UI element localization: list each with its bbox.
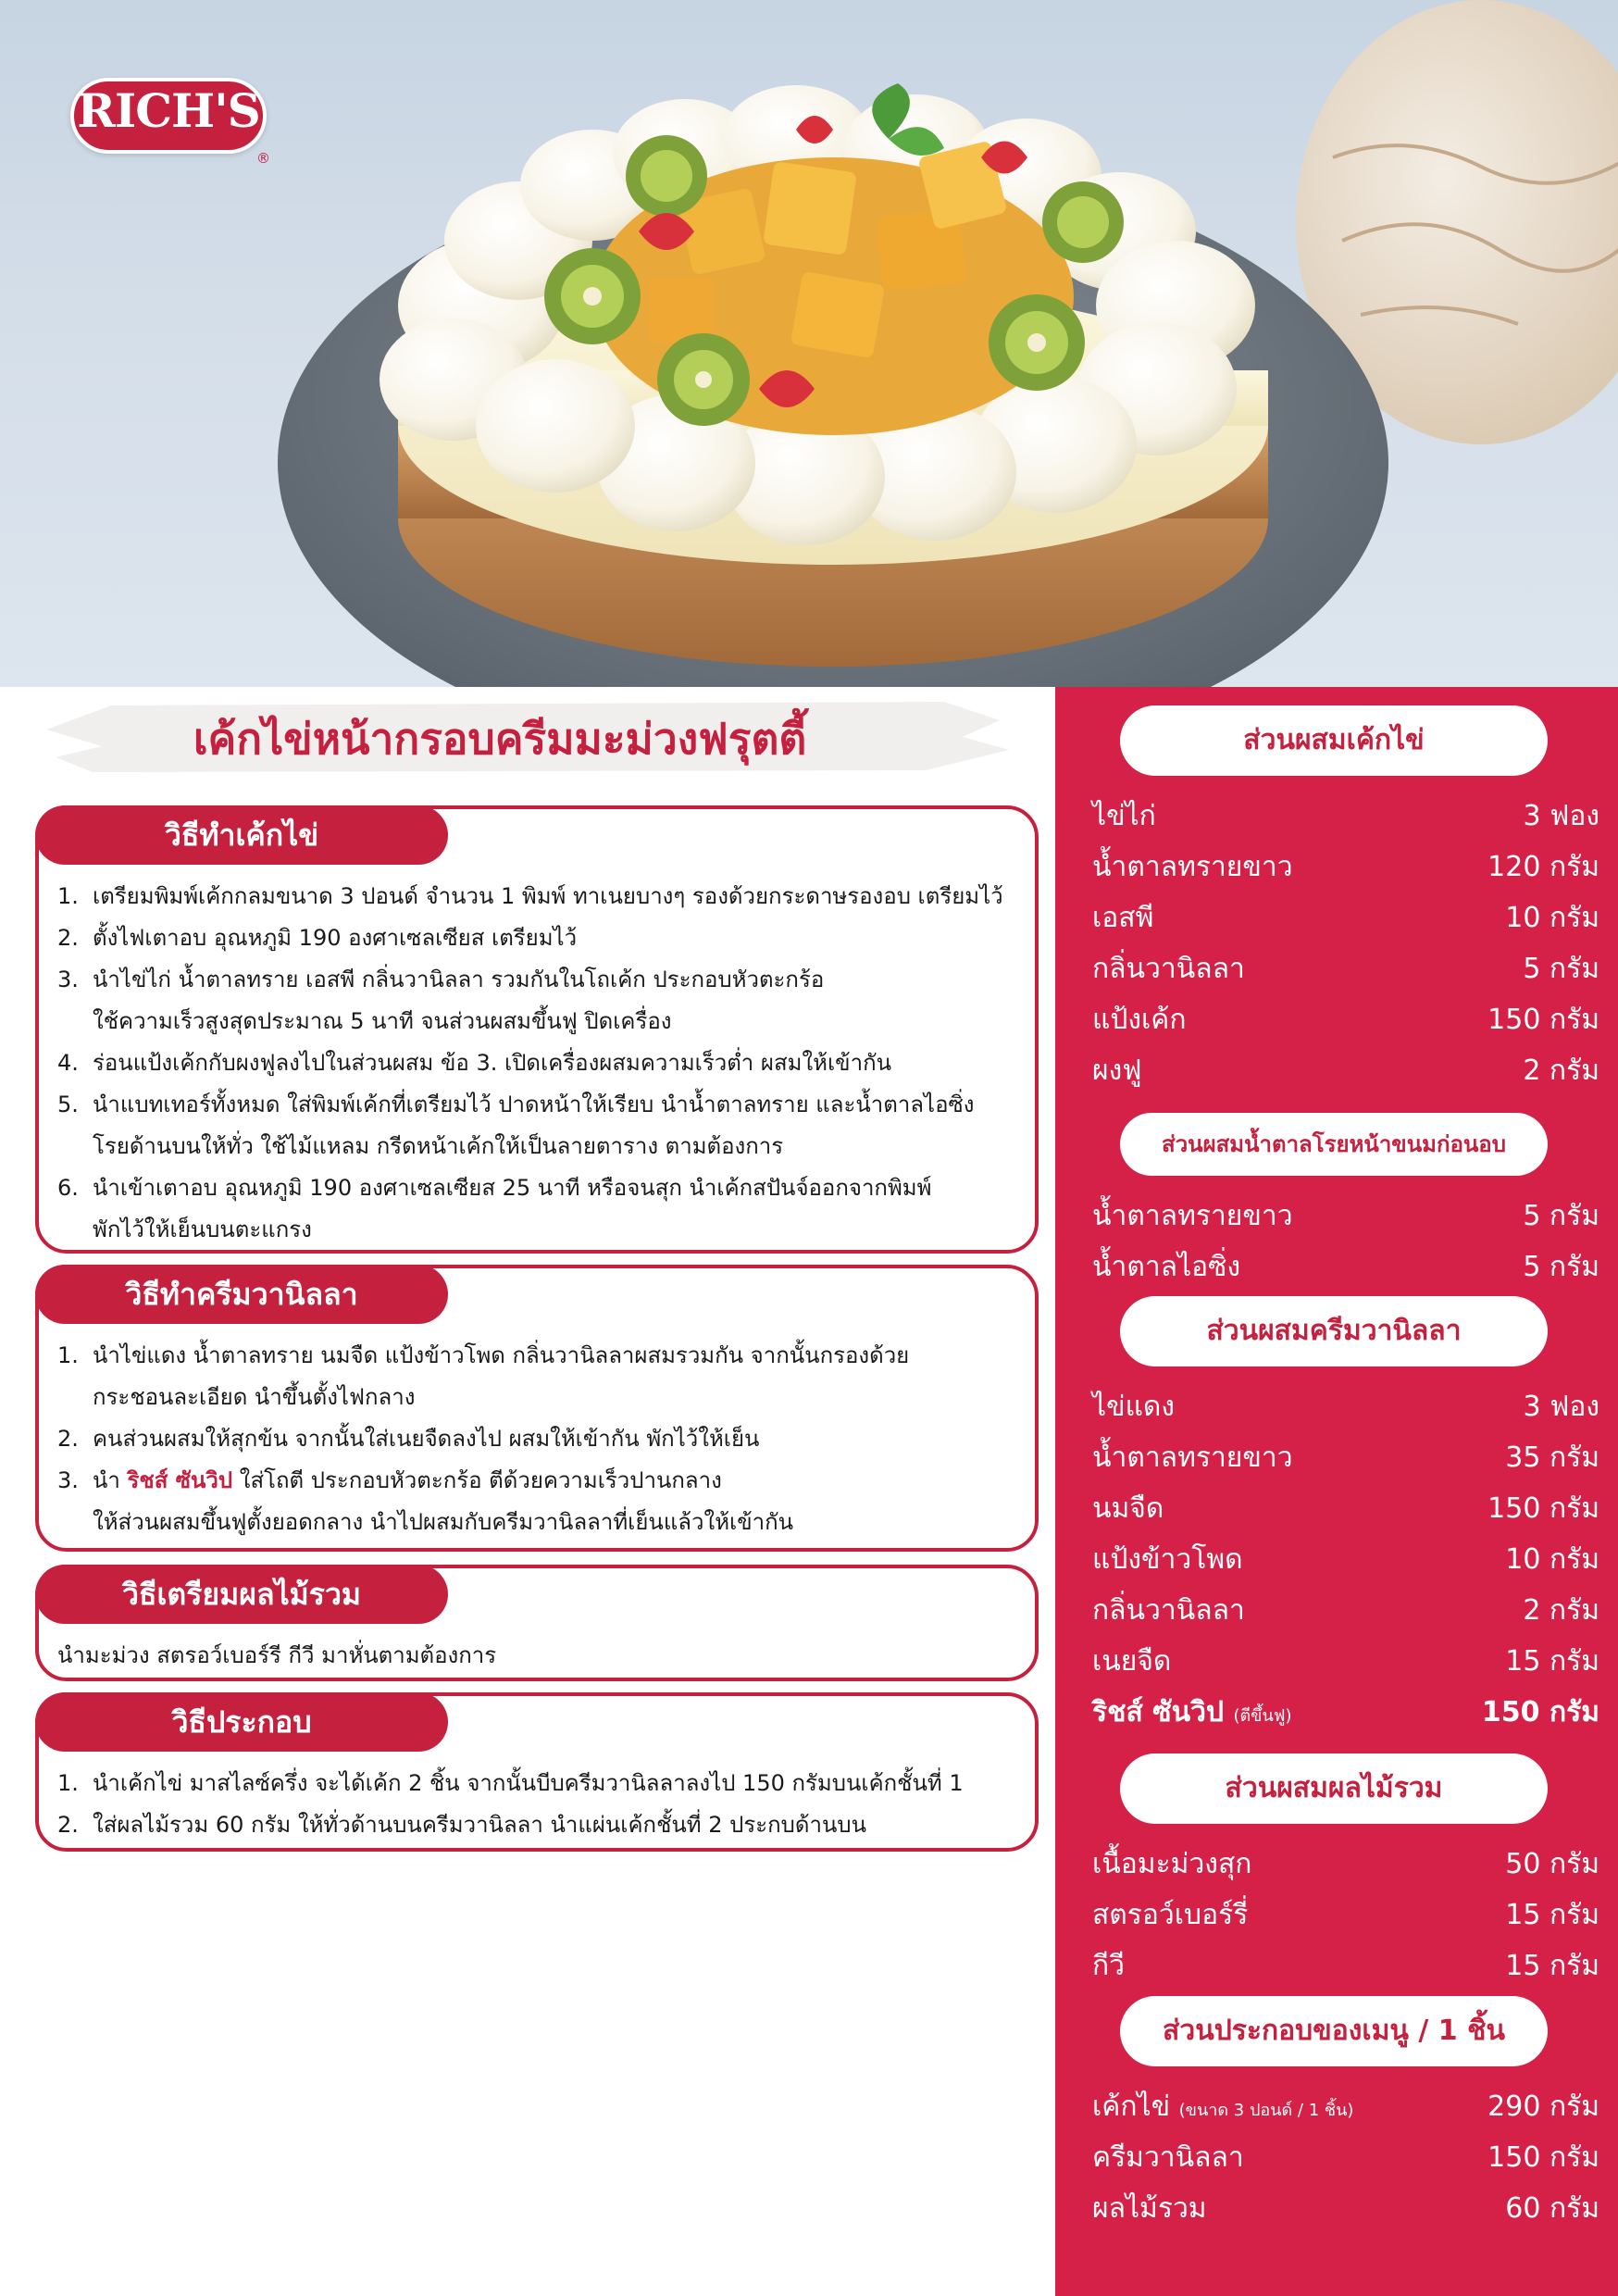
list-item: 1. นำไข่แดง น้ำตาลทราย นมจืด แป้งข้าวโพด กลิ่นวานิลลาผสมรวมกัน จากนั้นกรองด้วย กระชอนละเอียด นำขึ้นตั้งไฟกลาง [57, 1342, 910, 1410]
ingredient-row: ไข่แดง 3 ฟอง [1092, 1391, 1599, 1423]
cream-ingredients-heading: ส่วนผสมครีมวานิลลา [1120, 1296, 1548, 1366]
list-item: 2. คนส่วนผสมให้สุกข้น จากนั้นใส่เนยจืดลงไป ผสมให้เข้ากัน พักไว้ให้เย็น [57, 1426, 760, 1452]
list-item: 6. นำเข้าเตาอบ อุณหภูมิ 190 องศาเซลเซียส 25 นาที หรือจนสุก นำเค้กสปันจ์ออกจากพิมพ์ พักไว้ให้เย็นบนตะแกรง [57, 1175, 932, 1242]
brand-logo [70, 78, 270, 167]
logo-text: RICH'S [77, 83, 260, 138]
title-banner [37, 693, 1018, 778]
cream-method-steps [57, 1335, 1016, 1543]
ingredient-row: ครีมวานิลลา 150 กรัม [1092, 2141, 1599, 2174]
ingredient-row: ผลไม้รวม 60 กรัม [1092, 2192, 1599, 2225]
list-item: 2. ตั้งไฟเตาอบ อุณหภูมิ 190 องศาเซลเซียส เตรียมไว้ [57, 925, 578, 951]
topping-ingredients-heading: ส่วนผสมน้ำตาลโรยหน้าขนมก่อนอบ [1120, 1113, 1548, 1176]
ingredient-row: เอสพี 10 กรัม [1092, 902, 1599, 934]
page-title: เค้กไข่หน้ากรอบครีมมะม่วงฟรุตตี้ [193, 714, 807, 764]
fruit-method-text: นำมะม่วง สตรอว์เบอร์รี กีวี มาหั่นตามต้องการ [57, 1642, 497, 1668]
ingredient-row: ไข่ไก่ 3 ฟอง [1092, 800, 1599, 832]
registered-mark: ® [256, 150, 270, 167]
assembly-method-section [35, 1692, 1039, 1852]
ingredient-row: น้ำตาลไอซิ่ง 5 กรัม [1092, 1251, 1599, 1283]
cake-method-steps [57, 876, 1016, 1251]
ingredient-row: น้ำตาลทรายขาว 120 กรัม [1092, 851, 1599, 883]
ingredient-row: ผงฟู 2 กรัม [1092, 1054, 1599, 1087]
ingredient-row: กลิ่นวานิลลา 2 กรัม [1092, 1594, 1599, 1627]
list-item: 3. นำ ริชส์ ซันวิป ใส่โถตี ประกอบหัวตะกร้อ ตีด้วยความเร็วปานกลาง ให้ส่วนผสมขึ้นฟูตั้งยอดกลาง นำไปผสมกับครีมวานิลลาที่เย็นแล้วให้เข้ากัน [57, 1467, 794, 1535]
fruit-method-heading: วิธีเตรียมผลไม้รวม [35, 1565, 448, 1624]
fruit-method-section [35, 1565, 1039, 1681]
ingredient-row: เนยจืด 15 กรัม [1092, 1645, 1599, 1678]
ingredient-row: แป้งข้าวโพด 10 กรัม [1092, 1543, 1599, 1576]
cream-method-section [35, 1265, 1039, 1552]
list-item: 1. เตรียมพิมพ์เค้กกลมขนาด 3 ปอนด์ จำนวน 1 พิมพ์ ทาเนยบางๆ รองด้วยกระดาษรองอบ เตรียมไว้ [57, 883, 1003, 909]
ingredient-row: นมจืด 150 กรัม [1092, 1492, 1599, 1525]
cake-method-section [35, 805, 1039, 1254]
ingredient-row: น้ำตาลทรายขาว 5 กรัม [1092, 1200, 1599, 1232]
cake-ingredients-heading: ส่วนผสมเค้กไข่ [1120, 705, 1548, 776]
list-item: 3. นำไข่ไก่ น้ำตาลทราย เอสพี กลิ่นวานิลลา รวมกันในโถเค้ก ประกอบหัวตะกร้อ ใช้ความเร็วสูงสุดประมาณ 5 นาที จนส่วนผสมขึ้นฟู ปิดเครื่อง [57, 967, 825, 1034]
assembly-ingredients-heading: ส่วนประกอบของเมนู / 1 ชิ้น [1120, 1996, 1548, 2066]
assembly-method-heading: วิธีประกอบ [35, 1692, 448, 1752]
featured-ingredient-row: ริชส์ ซันวิป (ตีขึ้นฟู) 150 กรัม [1092, 1696, 1599, 1728]
ingredient-row: สตรอว์เบอร์รี่ 15 กรัม [1092, 1899, 1599, 1931]
ingredients-panel [1055, 687, 1618, 2296]
cream-method-heading: วิธีทำครีมวานิลลา [35, 1265, 448, 1324]
list-item: 1. นำเค้กไข่ มาสไลซ์ครึ่ง จะได้เค้ก 2 ชิ้น จากนั้นบีบครีมวานิลลาลงไป 150 กรัมบนเค้กชั้นที่ 1 [57, 1770, 964, 1796]
list-item: 2. ใส่ผลไม้รวม 60 กรัม ให้ทั่วด้านบนครีมวานิลลา นำแผ่นเค้กชั้นที่ 2 ประกบด้านบน [57, 1812, 867, 1838]
ingredient-row: กลิ่นวานิลลา 5 กรัม [1092, 953, 1599, 985]
ingredient-row: เค้กไข่ (ขนาด 3 ปอนด์ / 1 ชิ้น) 290 กรัม [1092, 2090, 1599, 2123]
product-highlight: ริชส์ ซันวิป [127, 1467, 233, 1493]
cake-method-heading: วิธีทำเค้กไข่ [35, 805, 448, 865]
ingredient-row: แป้งเค้ก 150 กรัม [1092, 1004, 1599, 1036]
list-item: 5. นำแบทเทอร์ทั้งหมด ใส่พิมพ์เค้กที่เตรียมไว้ ปาดหน้าให้เรียบ นำน้ำตาลทราย และน้ำตาลไอซิ่ง โรยด้านบนให้ทั่ว ใช้ไม้แหลม กรีดหน้าเค้กให้เป็นลายตาราง ตามต้องการ [57, 1092, 975, 1159]
fruit-ingredients-heading: ส่วนผสมผลไม้รวม [1120, 1753, 1548, 1824]
hero-photo [0, 0, 1618, 687]
assembly-method-steps [57, 1763, 1016, 1846]
list-item: 4. ร่อนแป้งเค้กกับผงฟูลงไปในส่วนผสม ข้อ 3. เปิดเครื่องผสมความเร็วต่ำ ผสมให้เข้ากัน [57, 1050, 892, 1076]
ingredient-row: กีวี 15 กรัม [1092, 1950, 1599, 1982]
ingredient-row: น้ำตาลทรายขาว 35 กรัม [1092, 1441, 1599, 1474]
ingredient-row: เนื้อมะม่วงสุก 50 กรัม [1092, 1848, 1599, 1880]
